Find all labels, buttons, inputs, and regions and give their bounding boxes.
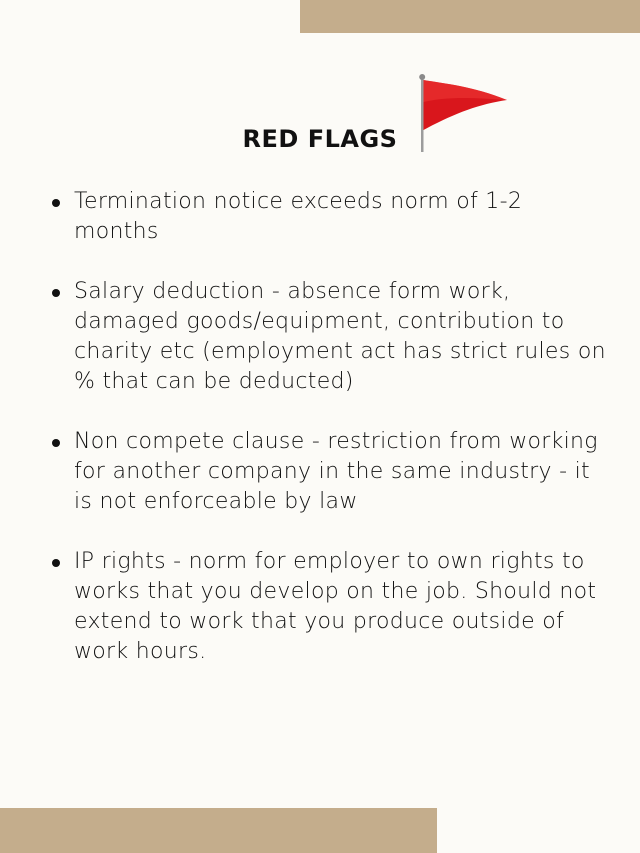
list-item xyxy=(52,427,612,517)
list-item xyxy=(52,547,612,667)
list-item-text: Termination notice exceeds norm of 1-2 months xyxy=(74,189,523,244)
bullet-icon xyxy=(52,559,60,567)
bottom-accent-band xyxy=(0,808,437,853)
bullet-icon xyxy=(52,199,60,207)
list-item-text: Salary deduction - absence form work, damaged goods/equipment, contribution to charity etc (employment act has strict rules on % that can be deducted) xyxy=(74,279,606,394)
red-flags-list xyxy=(52,187,612,697)
list-item xyxy=(52,187,612,247)
list-item xyxy=(52,277,612,397)
list-item-text: Non compete clause - restriction from working for another company in the same industry - it is not enforceable by law xyxy=(74,429,598,514)
bullet-icon xyxy=(52,289,60,297)
list-item-text: IP rights - norm for employer to own rights to works that you develop on the job. Should not extend to work that you produce outside of work hours. xyxy=(74,549,597,664)
page-title: RED FLAGS xyxy=(242,125,398,153)
bullet-icon xyxy=(52,439,60,447)
top-accent-band xyxy=(300,0,640,33)
red-flag-icon xyxy=(417,72,513,152)
